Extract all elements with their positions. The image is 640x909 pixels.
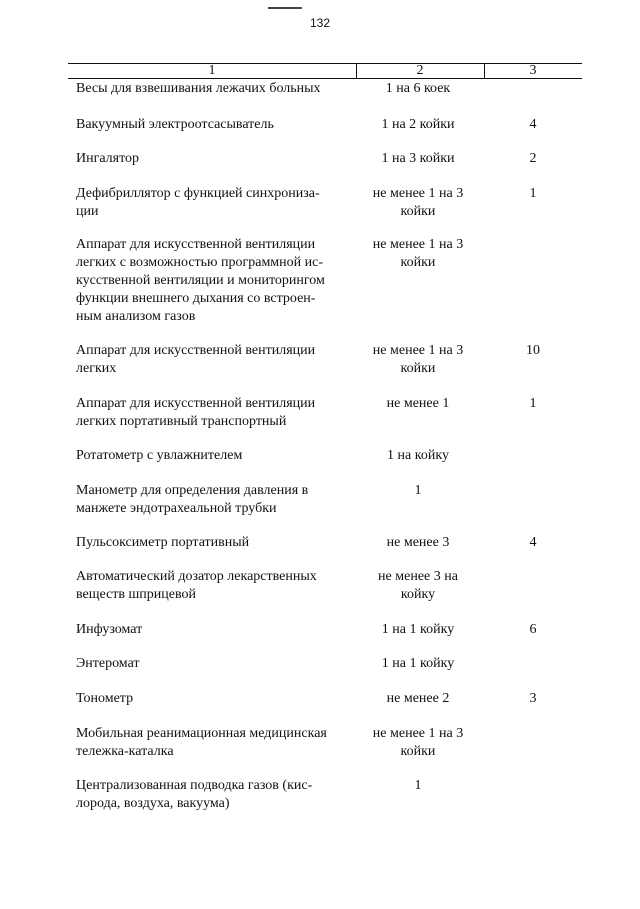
equipment-name: Манометр для определения давления в манжете эндотрахеальной трубки [76, 483, 309, 516]
page-number: 132 [309, 16, 331, 30]
equipment-count: 4 [529, 117, 537, 132]
equipment-count: 10 [526, 343, 540, 358]
equipment-name: Ротатометр с увлажнителем [76, 448, 243, 463]
equipment-norm: не менее 3 [386, 535, 450, 550]
equipment-name: Пульсоксиметр портативный [76, 535, 250, 550]
equipment-norm: 1 на 2 койки [381, 117, 455, 132]
equipment-name: Централизованная подводка газов (кис- лорода, воздуха, вакуума) [76, 778, 313, 811]
equipment-name: Инфузомат [76, 622, 143, 637]
equipment-norm: 1 [414, 778, 422, 793]
equipment-count: 3 [529, 691, 537, 706]
equipment-norm: 1 на 6 коек [385, 81, 451, 96]
equipment-norm: 1 [414, 483, 422, 498]
equipment-norm: 1 на 3 койки [381, 151, 455, 166]
equipment-norm: 1 на 1 койку [381, 622, 455, 637]
equipment-norm: 1 на 1 койку [381, 656, 455, 671]
equipment-name: Дефибриллятор с функцией синхрониза- ции [76, 186, 320, 219]
column-header-1: 1 [208, 63, 216, 78]
equipment-norm: 1 на койку [387, 448, 449, 463]
equipment-norm: не менее 1 [386, 396, 450, 411]
equipment-name: Весы для взвешивания лежачих больных [76, 81, 321, 96]
equipment-count: 2 [529, 151, 537, 166]
equipment-norm: не менее 1 на 3 койки [372, 726, 464, 759]
equipment-name: Автоматический дозатор лекарственных веществ шприцевой [76, 569, 317, 602]
equipment-name: Энтеромат [76, 656, 140, 671]
equipment-name: Аппарат для искусственной вентиляции легких с возможностью программной ис- кусственной вентиляции и мониторингом функции внешнего дыхания со встроен- ным анализом газов [76, 237, 325, 324]
equipment-name: Мобильная реанимационная медицинская тележка-каталка [76, 726, 327, 759]
equipment-name: Аппарат для искусственной вентиляции легких портативный транспортный [76, 396, 316, 429]
equipment-count: 1 [529, 396, 537, 411]
equipment-name: Тонометр [76, 691, 134, 706]
equipment-count: 1 [529, 186, 537, 201]
equipment-norm: не менее 1 на 3 койки [372, 237, 464, 270]
equipment-norm: не менее 2 [386, 691, 450, 706]
equipment-name: Ингалятор [76, 151, 140, 166]
column-header-3: 3 [529, 63, 537, 78]
equipment-name: Вакуумный электроотсасыватель [76, 117, 274, 132]
equipment-norm: не менее 1 на 3 койки [372, 343, 464, 376]
equipment-norm: не менее 1 на 3 койки [372, 186, 464, 219]
column-header-2: 2 [416, 63, 424, 78]
equipment-norm: не менее 3 на койку [378, 569, 458, 602]
equipment-count: 6 [529, 622, 537, 637]
equipment-count: 4 [529, 535, 537, 550]
equipment-name: Аппарат для искусственной вентиляции легких [76, 343, 316, 376]
scan-artifact-mark [268, 7, 302, 9]
